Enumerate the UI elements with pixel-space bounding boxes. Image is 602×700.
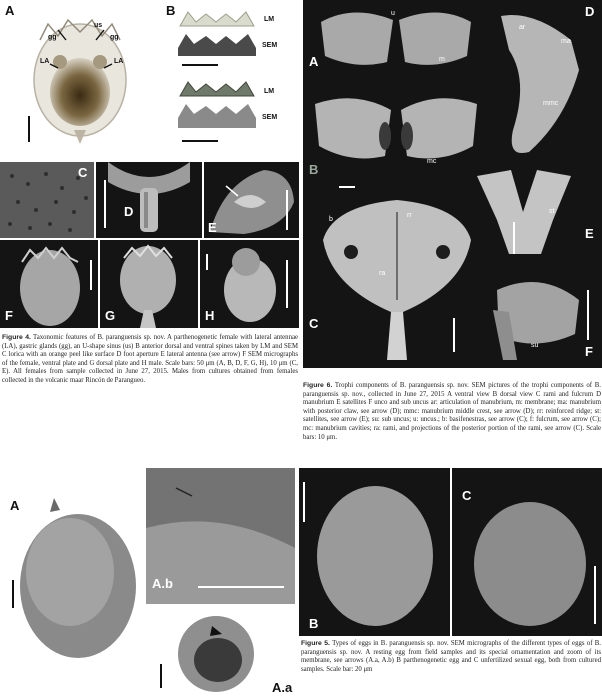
fig5-panel-ab: [146, 468, 295, 604]
scale-bar: [286, 190, 288, 230]
fig5-panel-ab-label: A.b: [152, 576, 173, 591]
fig6-caption: [303, 382, 601, 461]
fig4-caption-title: Figure 4.: [2, 334, 31, 341]
fig4-panel-e: [204, 162, 299, 238]
fig4-panel-c-label: C: [78, 165, 88, 180]
fig4-panel-a: [0, 0, 158, 158]
fig5-panel-c: [452, 468, 602, 636]
fig5-panel-aa-label: A.a: [272, 680, 293, 695]
fig4-a-micrograph: [0, 0, 158, 158]
fig6-trophi-micrograph: [303, 0, 602, 368]
fig4-panel-h: [200, 240, 299, 328]
label-b-lm-2: LM: [264, 88, 275, 95]
scale-bar: [198, 586, 284, 588]
fig4-panel-h-label: H: [205, 308, 215, 323]
fig4-panel-e-label: E: [208, 220, 217, 235]
fig5-panel-a: [0, 468, 146, 700]
fig4-h-male: [200, 240, 299, 328]
label-la-right: LA: [114, 58, 124, 65]
fig5-panel-b-label: B: [309, 616, 319, 631]
label-u: u: [391, 10, 395, 17]
fig5-caption-text: Types of eggs in B. paranguensis sp. nov. SEM micrographs of the different types of eggs of B. paranguensis sp. nov. A resting egg from field samples and its special ornamentation and zoom of its membrane, see arrows (A.a, A.b) B parthenogenetic egg and C unfertilized sexual egg, both from cultured samples. Scale bar: 20 μm: [301, 640, 601, 673]
fig4-f-female-ventral: [0, 240, 98, 328]
fig5-panel-c-label: C: [462, 488, 472, 503]
label-b: b: [329, 216, 333, 223]
figure-4: [0, 0, 299, 386]
fig4-b-spines: [162, 0, 299, 158]
figure-5: [0, 468, 602, 700]
label-rr: rr: [407, 212, 412, 219]
scale-bar: [12, 580, 14, 608]
fig5-b-egg: [299, 468, 450, 636]
fig4-panel-f: [0, 240, 98, 328]
scale-bar: [104, 180, 106, 228]
label-st: st: [549, 208, 555, 215]
fig4-panel-b: [162, 0, 299, 158]
fig4-e-antenna: [204, 162, 299, 238]
figure-6: [303, 0, 602, 461]
scale-bar: [182, 64, 218, 66]
scale-bar: [513, 222, 515, 254]
fig5-caption: [301, 640, 601, 700]
scale-bar: [587, 290, 589, 340]
fig4-panel-g: [100, 240, 198, 328]
fig4-panel-b-label: B: [166, 3, 176, 18]
scale-bar: [206, 254, 208, 270]
label-b-sem-2: SEM: [262, 114, 278, 121]
fig6-plates: [303, 0, 602, 368]
fig4-panel-g-label: G: [105, 308, 116, 323]
label-mc: mc: [427, 158, 437, 165]
label-su: su: [531, 342, 539, 349]
scale-bar: [339, 186, 355, 188]
fig6-panel-a-label: A: [309, 54, 319, 69]
fig5-panel-b: [299, 468, 450, 636]
fig4-caption: [2, 334, 298, 386]
fig5-panel-aa: [146, 604, 295, 700]
fig6-caption-text: Trophi components of B. paranguensis sp. nov. SEM pictures of the trophi components of B. paranguensis sp. nov., collected in June 27, 2015 A ventral view B dorsal view C rami and fulcrum D manubrium E satellites F unco and sub uncus ar: articulation of manubrium, m: membrane; ma: manubrium with posterior claw, see arrow (D); mmc: manubrium middle crest, see arrow (D); rr: reinforced ridge; st: satellites, see arrow (E); su: sub uncus; u: uncus.; b: basifenestras, see arrow (C); f: fulcrum, see arrow (C); mc: manubrium cavities; ra: rami, and projections of the posterior portion of the rami, see arrow (C). Scale bars: 10 μm.: [303, 382, 601, 441]
scale-bar: [594, 566, 596, 624]
fig6-panel-b-label: B: [309, 162, 319, 177]
scale-bar: [453, 318, 455, 352]
fig4-caption-text: Taxonomic features of B. paranguensis sp. nov. A parthenogenetic female with lateral antennae (LA), gastric glands (gg), an U-shape sinus (us) B anterior dorsal and ventral spines taken by LM and SEM C lorica with an orange peel like surface D foot aperture E lateral antenna (see arrow) F SEM micrographs of the female, ventral plate and G dorsal plate and H male. Scale bars: 50 μm (A, B, D, F, G, H), 10 μm (C, E). All females from sample collected in June 27, 2015. Males from cultures obtained from females collected in the volcanic maar Rincón de Parangueo.: [2, 334, 298, 384]
fig6-caption-title: Figure 6.: [303, 382, 333, 389]
label-us: us: [94, 22, 103, 29]
fig4-panel-c: [0, 162, 94, 238]
fig4-panel-a-label: A: [5, 3, 15, 18]
scale-bar: [90, 260, 92, 290]
label-ar: ar: [519, 24, 526, 31]
fig5-caption-title: Figure 5.: [301, 640, 330, 647]
fig5-a-resting-egg: [0, 468, 146, 700]
scale-bar: [160, 664, 162, 688]
scale-bar: [286, 260, 288, 308]
label-la-left: LA: [40, 58, 50, 65]
fig4-panel-d: [96, 162, 202, 238]
label-gg-right: gg: [110, 34, 119, 41]
scale-bar: [28, 116, 30, 142]
fig6-panel-f-label: F: [585, 344, 593, 359]
scale-bar: [303, 482, 305, 522]
fig6-panel-c-label: C: [309, 316, 319, 331]
scale-bar: [182, 140, 218, 142]
fig5-c-egg: [452, 468, 602, 636]
fig6-panel-e-label: E: [585, 226, 594, 241]
fig6-panel-d-label: D: [585, 4, 595, 19]
fig4-panel-f-label: F: [5, 308, 13, 323]
label-mmc: mmc: [543, 100, 559, 107]
label-gg-left: gg: [48, 34, 57, 41]
label-m: m: [439, 56, 445, 63]
fig4-d-foot: [96, 162, 202, 238]
label-b-sem-1: SEM: [262, 42, 278, 49]
label-ma: ma: [561, 38, 571, 45]
fig5-panel-a-label: A: [10, 498, 20, 513]
label-b-lm-1: LM: [264, 16, 275, 23]
fig4-panel-d-label: D: [124, 204, 134, 219]
label-ra: ra: [379, 270, 386, 277]
